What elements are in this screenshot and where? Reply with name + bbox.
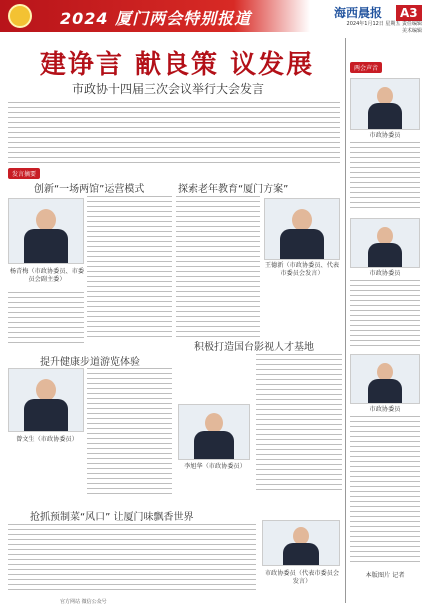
sidebar-text <box>350 280 420 346</box>
lead-text <box>8 102 340 164</box>
article-body <box>87 368 172 496</box>
sidebar-text <box>350 142 420 212</box>
photo-credit: 本版图片 记者 <box>365 572 405 579</box>
cppcc-emblem-icon <box>8 4 32 28</box>
speaker-caption: 李旭华（市政协委员） <box>184 463 246 470</box>
article-title: 抢抓预制菜“风口” 让厦门味飘香世界 <box>30 512 194 523</box>
article-title: 创新“一场两馆”运营模式 <box>34 184 145 195</box>
main-subheadline: 市政协十四届三次会议举行大会发言 <box>72 82 265 96</box>
speaker-photo <box>262 520 340 566</box>
sidebar-tag: 两会声音 <box>350 62 382 73</box>
speaker-photo <box>264 198 340 260</box>
page-number: A3 <box>396 5 422 21</box>
speaker-photo <box>178 404 250 460</box>
article-title: 探索老年教育“厦门方案” <box>178 184 289 195</box>
article-body <box>176 196 260 341</box>
sidebar-photo <box>350 354 420 404</box>
speaker-caption: 王德新（市政协委员、代表市委员会发言） <box>264 262 340 278</box>
sidebar-caption: 市政协委员 <box>369 406 401 413</box>
article-body <box>256 354 342 494</box>
speaker-caption: 市政协委员（代表市委员会发言） <box>264 570 340 586</box>
summary-tag: 发言摘要 <box>8 168 40 179</box>
article-body <box>87 196 172 341</box>
article-body-continued <box>8 292 84 344</box>
sidebar-caption: 市政协委员 <box>369 270 401 277</box>
masthead-title: 2024 厦门两会特别报道 <box>60 9 252 28</box>
speaker-caption: 杨青梅（市政协委员、市委员会副主委） <box>9 268 85 284</box>
article-title: 积极打造国台影视人才基地 <box>194 342 314 353</box>
sidebar-photo <box>350 218 420 268</box>
sidebar-caption: 市政协委员 <box>369 132 401 139</box>
article-title: 提升健康步道游览体验 <box>40 357 140 368</box>
speaker-caption: 曾文生（市政协委员） <box>16 436 78 443</box>
main-headline: 建诤言 献良策 议发展 <box>40 50 315 80</box>
sidebar-photo <box>350 78 420 130</box>
newspaper-brand: 海西晨报 <box>334 6 383 20</box>
article-body <box>8 524 256 594</box>
sidebar-text <box>350 416 420 566</box>
footer-bar: 官方网站 微信公众号 <box>60 599 107 605</box>
column-divider <box>345 38 346 603</box>
issue-meta: 2024年1月12日 星期五 责任编辑 美术编辑 <box>346 21 422 34</box>
speaker-photo <box>8 368 84 432</box>
speaker-photo <box>8 198 84 264</box>
